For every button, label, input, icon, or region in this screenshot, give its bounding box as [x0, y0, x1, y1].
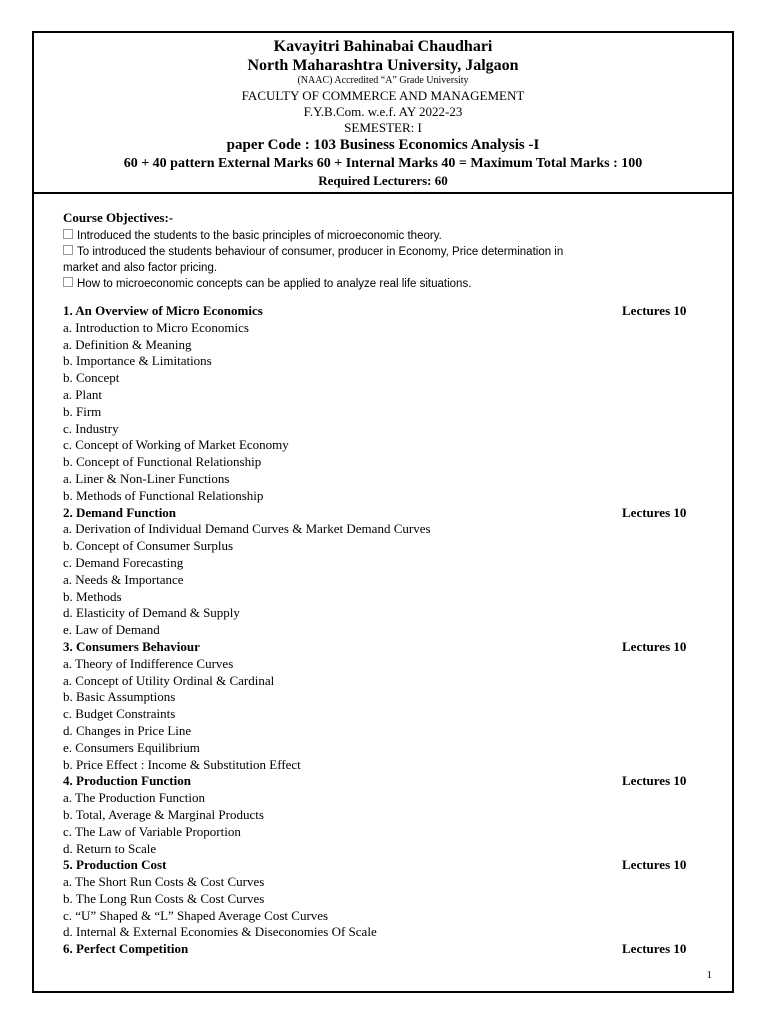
syllabus-item: e. Law of Demand [63, 622, 160, 638]
objectives-title: Course Objectives:- [63, 210, 174, 225]
page-frame [32, 31, 734, 993]
syllabus-item: a. Introduction to Micro Economics [63, 319, 249, 335]
section-heading [63, 505, 713, 522]
objective-item: How to microeconomic concepts can be applied to analyze real life situations. [63, 276, 683, 292]
university-location: North Maharashtra University, Jalgaon [247, 57, 519, 74]
syllabus-item: b. Total, Average & Marginal Products [63, 806, 264, 822]
syllabus-item: a. Plant [63, 386, 102, 402]
required-lectures: Required Lecturers: 60 [318, 173, 448, 188]
section-lectures: Lectures 10 [622, 303, 687, 318]
syllabus-item: b. Methods of Functional Relationship [63, 487, 264, 503]
section-heading [63, 303, 713, 320]
syllabus-item: b. Basic Assumptions [63, 689, 176, 705]
syllabus-item: b. Price Effect : Income & Substitution Effect [63, 756, 301, 772]
university-name: Kavayitri Bahinabai Chaudhari [273, 38, 493, 55]
syllabus-item: a. Needs & Importance [63, 571, 184, 587]
page-number: 1 [706, 969, 712, 981]
section-heading [63, 941, 713, 958]
section-lectures: Lectures 10 [622, 857, 687, 873]
accreditation: (NAAC) Accredited “A” Grade University [297, 75, 469, 86]
marks-pattern: 60 + 40 pattern External Marks 60 + Internal Marks 40 = Maximum Total Marks : 100 [123, 156, 643, 171]
syllabus-item: c. Industry [63, 420, 119, 436]
objective-item: To introduced the students behaviour of consumer, producer in Economy, Price determination in [63, 244, 683, 260]
section-title: 3. Consumers Behaviour [63, 638, 200, 654]
syllabus-item: d. Changes in Price Line [63, 722, 192, 738]
syllabus-item: b. The Long Run Costs & Cost Curves [63, 890, 265, 906]
section-title: 5. Production Cost [63, 857, 167, 873]
syllabus-item: c. Budget Constraints [63, 706, 176, 722]
syllabus-item: b. Methods [63, 588, 122, 604]
objective-item: Introduced the students to the basic principles of microeconomic theory. [63, 228, 683, 244]
section-lectures: Lectures 10 [622, 638, 687, 654]
syllabus-item: b. Concept [63, 370, 120, 386]
syllabus-item: b. Firm [63, 403, 102, 419]
section-heading [63, 639, 713, 656]
bullet-box-icon [63, 245, 73, 255]
section-title: 6. Perfect Competition [63, 941, 189, 957]
syllabus-list [63, 303, 713, 958]
syllabus-item: a. Concept of Utility Ordinal & Cardinal [63, 672, 275, 688]
section-lectures: Lectures 10 [622, 773, 687, 789]
section-heading [63, 773, 713, 790]
section-title: 4. Production Function [63, 773, 191, 789]
section-title: 1. An Overview of Micro Economics [63, 303, 263, 318]
syllabus-item: c. “U” Shaped & “L” Shaped Average Cost Curves [63, 907, 329, 923]
syllabus-item: c. Demand Forecasting [63, 554, 184, 570]
syllabus-item: a. Definition & Meaning [63, 336, 192, 352]
syllabus-item: a. The Production Function [63, 790, 206, 806]
section-lectures: Lectures 10 [622, 504, 687, 520]
syllabus-item: a. Theory of Indifference Curves [63, 655, 234, 671]
syllabus-item: e. Consumers Equilibrium [63, 739, 200, 755]
section-title: 2. Demand Function [63, 504, 177, 520]
document-header [34, 39, 732, 187]
header-divider [34, 192, 732, 194]
semester: SEMESTER: I [344, 120, 422, 135]
objective-continuation: market and also factor pricing. [63, 262, 218, 274]
course-objectives [63, 210, 683, 292]
syllabus-item: b. Concept of Consumer Surplus [63, 538, 234, 554]
faculty-name: FACULTY OF COMMERCE AND MANAGEMENT [241, 88, 525, 103]
syllabus-item: d. Return to Scale [63, 840, 157, 856]
syllabus-item: a. Liner & Non-Liner Functions [63, 470, 230, 486]
section-lectures: Lectures 10 [622, 941, 687, 957]
syllabus-item: a. The Short Run Costs & Cost Curves [63, 874, 265, 890]
syllabus-item: d. Elasticity of Demand & Supply [63, 605, 240, 621]
course-year: F.Y.B.Com. w.e.f. AY 2022-23 [303, 104, 463, 119]
syllabus-item: c. The Law of Variable Proportion [63, 823, 241, 839]
bullet-box-icon [63, 229, 73, 239]
paper-title: paper Code : 103 Business Economics Analysis -I [226, 137, 540, 153]
bullet-box-icon [63, 277, 73, 287]
section-heading [63, 857, 713, 874]
syllabus-item: d. Internal & External Economies & Diseconomies Of Scale [63, 924, 377, 940]
syllabus-item: c. Concept of Working of Market Economy [63, 437, 289, 453]
syllabus-item: b. Importance & Limitations [63, 353, 212, 369]
syllabus-item: b. Concept of Functional Relationship [63, 454, 262, 470]
syllabus-item: a. Derivation of Individual Demand Curves & Market Demand Curves [63, 521, 431, 537]
